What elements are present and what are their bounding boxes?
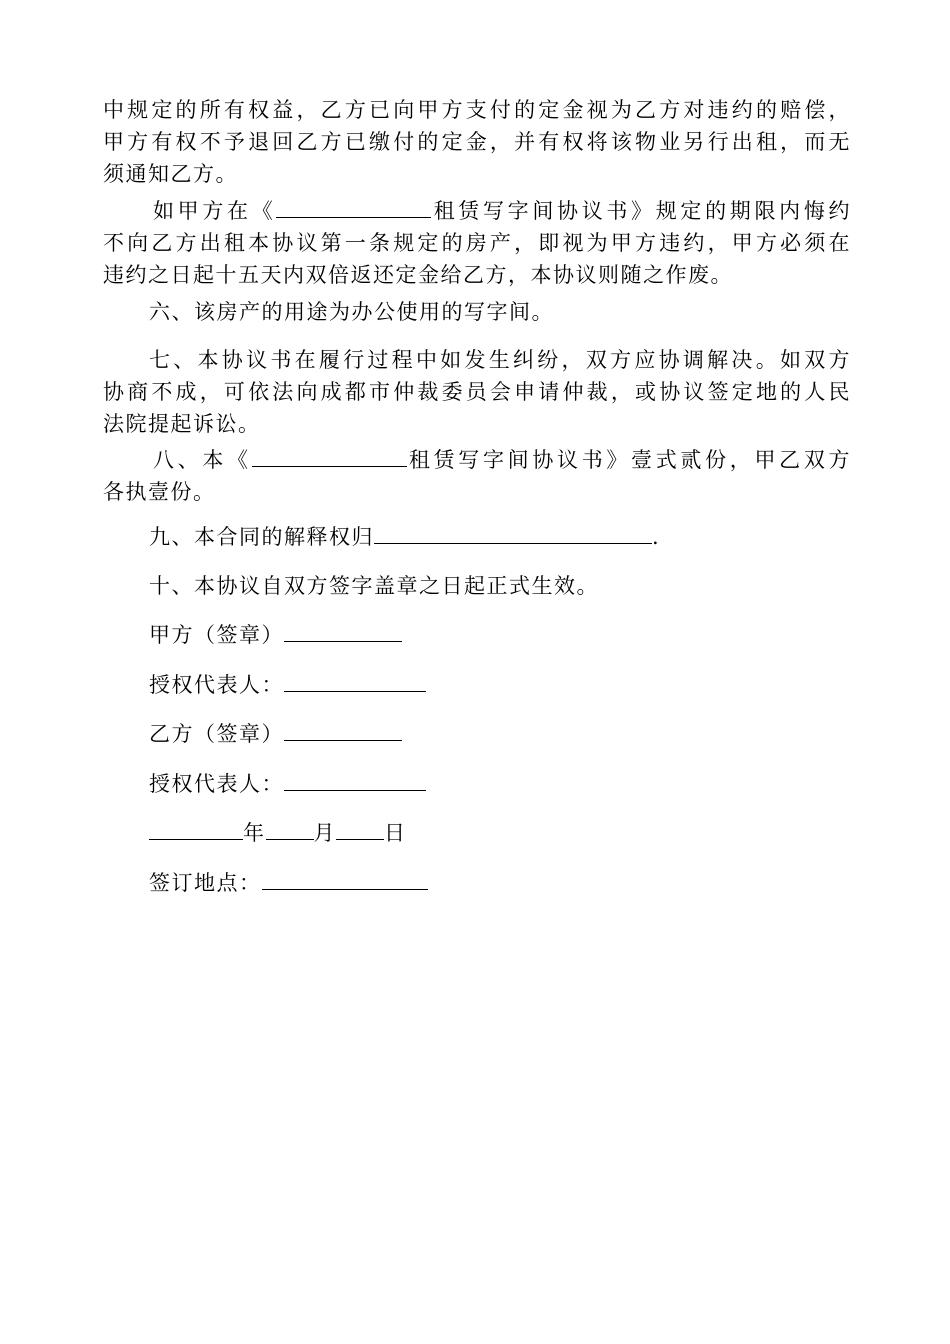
paragraph-line: 协商不成，可依法向成都市仲裁委员会申请仲裁，或协议签定地的人民 xyxy=(103,380,851,404)
clause-7 xyxy=(103,344,851,440)
clause-9 xyxy=(103,521,851,553)
month-blank xyxy=(266,817,314,840)
paragraph-line: 法院提起诉讼。 xyxy=(103,412,261,436)
text-fragment: 租赁写字间协议书》规定的期限内悔约 xyxy=(431,199,852,223)
year-blank xyxy=(149,817,243,840)
continued-paragraph xyxy=(103,94,851,190)
text-fragment: 如甲方在《 xyxy=(153,199,277,223)
rep-b-label: 授权代表人： xyxy=(149,772,284,796)
text-fragment: 八、本《 xyxy=(153,448,252,472)
paragraph-line: 各执壹份。 xyxy=(103,480,216,504)
party-b-representative xyxy=(149,768,426,800)
rep-a-label: 授权代表人： xyxy=(149,673,284,697)
paragraph-line: 甲方有权不予退回乙方已缴付的定金，并有权将该物业另行出租，而无 xyxy=(103,130,851,154)
paragraph-line: 六、该房产的用途为办公使用的写字间。 xyxy=(149,300,554,324)
party-a-signature-blank xyxy=(284,619,402,642)
day-blank xyxy=(336,817,384,840)
paragraph-line xyxy=(103,521,851,553)
text-fragment: 九、本合同的解释权归 xyxy=(149,525,374,549)
clause-6 xyxy=(103,296,851,328)
interpretation-right-blank xyxy=(374,521,652,544)
paragraph-line: 不向乙方出租本协议第一条规定的房产，即视为甲方违约，甲方必须在 xyxy=(103,231,851,255)
party-b-label: 乙方（签章） xyxy=(149,722,284,746)
clause-10 xyxy=(103,570,851,602)
month-label: 月 xyxy=(313,821,336,845)
breach-paragraph xyxy=(103,195,851,291)
party-b-signature xyxy=(149,718,402,750)
rep-b-blank xyxy=(284,768,426,791)
place-label: 签订地点： xyxy=(149,871,262,895)
signing-place xyxy=(149,867,428,899)
year-label: 年 xyxy=(243,821,266,845)
paragraph-line xyxy=(103,195,851,227)
party-a-representative xyxy=(149,669,426,701)
paragraph-line: 十、本协议自双方签字盖章之日起正式生效。 xyxy=(149,574,599,598)
party-a-label: 甲方（签章） xyxy=(149,623,284,647)
clause-8 xyxy=(103,444,851,508)
day-label: 日 xyxy=(384,821,407,845)
paragraph-line: 违约之日起十五天内双倍返还定金给乙方，本协议则随之作废。 xyxy=(103,263,733,287)
party-b-signature-blank xyxy=(284,718,402,741)
signing-date xyxy=(149,817,407,849)
rep-a-blank xyxy=(284,669,426,692)
party-a-signature xyxy=(149,619,402,651)
paragraph-line xyxy=(103,444,851,476)
paragraph-line: 须通知乙方。 xyxy=(103,162,238,186)
text-fragment: 租赁写字间协议书》壹式贰份，甲乙双方 xyxy=(406,448,852,472)
paragraph-line: 中规定的所有权益，乙方已向甲方支付的定金视为乙方对违约的赔偿， xyxy=(103,98,851,122)
agreement-name-blank xyxy=(276,195,431,218)
place-blank xyxy=(262,867,428,890)
text-fragment: . xyxy=(652,525,661,549)
agreement-name-blank xyxy=(252,444,407,467)
paragraph-line: 七、本协议书在履行过程中如发生纠纷，双方应协调解决。如双方 xyxy=(149,348,851,372)
